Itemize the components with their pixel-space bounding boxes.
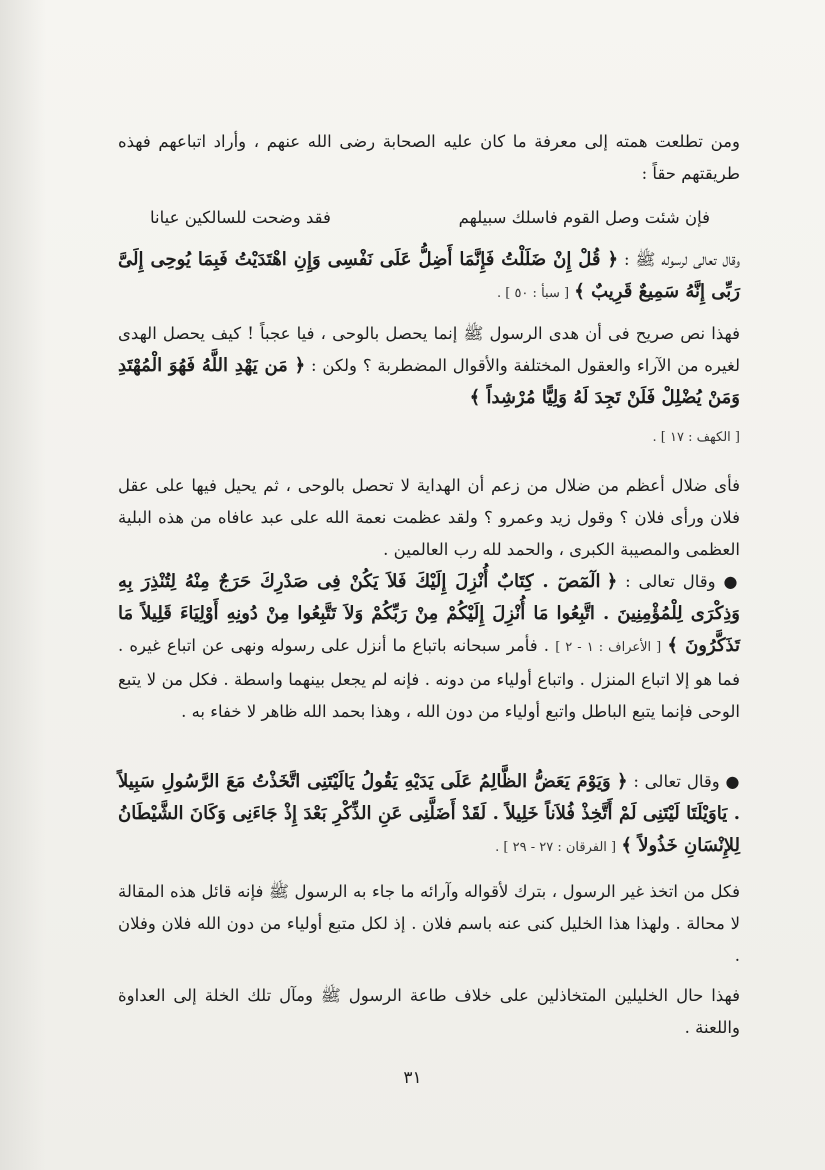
quran-verse-araf: ﴿ الٓمٓصٓ . كِتَابٌ أُنْزِلَ إِلَيْكَ فَلاَ يَكُنْ فِى صَدْرِكَ حَرَجٌ مِنْهُ لِتُنْذِرَ بِهِ وَذِكْرَى لِلْمُؤْمِنِينَ . اتَّبِعُوا مَا أُنْزِلَ إِلَيْكُمْ مِنْ رَبِّكُمْ وَلاَ تَتَّبِعُوا مِنْ دُونِهِ أَوْلِيَاءَ قَلِيلاً مَا تَذَكَّرُونَ ﴾ bbox=[118, 571, 740, 656]
poem-hemistich-left: فقد وضحت للسالكين عيانا bbox=[150, 208, 331, 227]
verse-intro-text: وقال تعالى : bbox=[633, 772, 720, 791]
scan-shadow bbox=[0, 0, 46, 1170]
bullet-marker: ● bbox=[723, 572, 740, 591]
paragraph-following-others-text: فكل من اتخذ غير الرسول ، بترك لأقواله وآرائه ما جاء به الرسول ﷺ فإنه قائل هذه المقالة لا محالة . ولهذا هذا الخليل كنى عنه باسم فلان . إذ لكل متبع أولياء من دون الله فلان وفلان . bbox=[118, 882, 740, 965]
quran-verse-saba: ﴿ قُلْ إِنْ ضَلَلْتُ فَإِنَّمَا أَضِلُّ عَلَى نَفْسِى وَإِنِ اهْتَدَيْتُ فَبِمَا يُوحِى إِلَىَّ رَبِّى إِنَّهُ سَمِيعٌ قَرِيبٌ ﴾ bbox=[118, 249, 740, 302]
poem-line bbox=[150, 202, 710, 234]
verse-reference-kahf: [ الكهف : ١٧ ] . bbox=[652, 430, 740, 445]
verse-reference-furqan: [ الفرقان : ٢٧ - ٢٩ ] . bbox=[495, 840, 617, 855]
paragraph-araf-commentary: . فأمر سبحانه باتباع ما أنزل على رسوله ونهى عن اتباع غيره . فما هو إلا اتباع المنزل . واتباع أولياء من دونه . فإنه لم يجعل بينهما واسطة . فكل من لا يتبع الوحى فإنما يتبع الباطل واتبع أولياء من دون الله ، وهذا بحمد الله ظاهر لا خفاء به . bbox=[118, 636, 740, 721]
paragraph-verse-furqan bbox=[118, 766, 740, 864]
verse-reference-saba: [ سبأ : ٥٠ ] . bbox=[496, 286, 570, 301]
quran-verse-kahf: ﴿ مَن يَهْدِ اللَّهُ فَهُوَ الْمُهْتَدِ وَمَنْ يُضْلِلْ فَلَنْ تَجِدَ لَهُ وَلِيًّا مُرْشِداً ﴾ bbox=[118, 355, 740, 408]
paragraph-revelation-text: فهذا نص صريح فى أن هدى الرسول ﷺ إنما يحصل بالوحى ، فيا عجباً ! كيف يحصل الهدى لغيره من الآراء والعقول المختلفة والأقوال المضطربة ؟ ولكن : bbox=[118, 324, 740, 375]
bullet-marker: ● bbox=[725, 772, 741, 791]
verse-intro-text: وقال تعالى لرسوله ﷺ : bbox=[624, 250, 740, 269]
paragraph-two-friends-text: فهذا حال الخليلين المتخاذلين على خلاف طاعة الرسول ﷺ ومآل تلك الخلة إلى العداوة واللعنة . bbox=[118, 986, 740, 1037]
paragraph-misguidance bbox=[118, 470, 740, 566]
page-number: ٣١ bbox=[403, 1068, 422, 1088]
paragraph-following-others bbox=[118, 876, 740, 972]
paragraph-two-friends bbox=[118, 980, 740, 1044]
poem-hemistich-right: فإن شئت وصل القوم فاسلك سبيلهم bbox=[458, 208, 710, 227]
verse-reference-araf: [ الأعراف : ١ - ٢ ] bbox=[555, 640, 662, 655]
paragraph-revelation bbox=[118, 318, 740, 414]
paragraph-companions bbox=[118, 126, 740, 190]
paragraph-verse-saba bbox=[118, 244, 740, 310]
paragraph-companions-text: ومن تطلعت همته إلى معرفة ما كان عليه الصحابة رضى الله عنهم ، وأراد اتباعهم فهذه طريقتهم حقاً : bbox=[118, 132, 740, 183]
paragraph-verse-araf bbox=[118, 566, 740, 728]
verse-intro-text: وقال تعالى : bbox=[625, 572, 716, 591]
reference-kahf-line bbox=[118, 420, 740, 454]
quran-verse-furqan: ﴿ وَيَوْمَ يَعَضُّ الظَّالِمُ عَلَى يَدَيْهِ يَقُولُ يَالَيْتَنِى اتَّخَذْتُ مَعَ الرَّسُولِ سَبِيلاً . يَاوَيْلَتَا لَيْتَنِى لَمْ أَتَّخِذْ فُلاَناً خَلِيلاً . لَقَدْ أَضَلَّنِى عَنِ الذِّكْرِ بَعْدَ إِذْ جَاءَنِى وَكَانَ الشَّيْطَانُ لِلإِنْسَانِ خَذُولاً ﴾ bbox=[118, 771, 740, 856]
paragraph-misguidance-text: فأى ضلال أعظم من ضلال من زعم أن الهداية لا تحصل بالوحى ، ثم يحيل فيها على عقل فلان ورأى فلان ؟ وقول زيد وعمرو ؟ ولقد عظمت نعمة الله على عبد عافاه من هذه البلية العظمى والمصيبة الكبرى ، والحمد لله رب العالمين . bbox=[118, 476, 740, 559]
